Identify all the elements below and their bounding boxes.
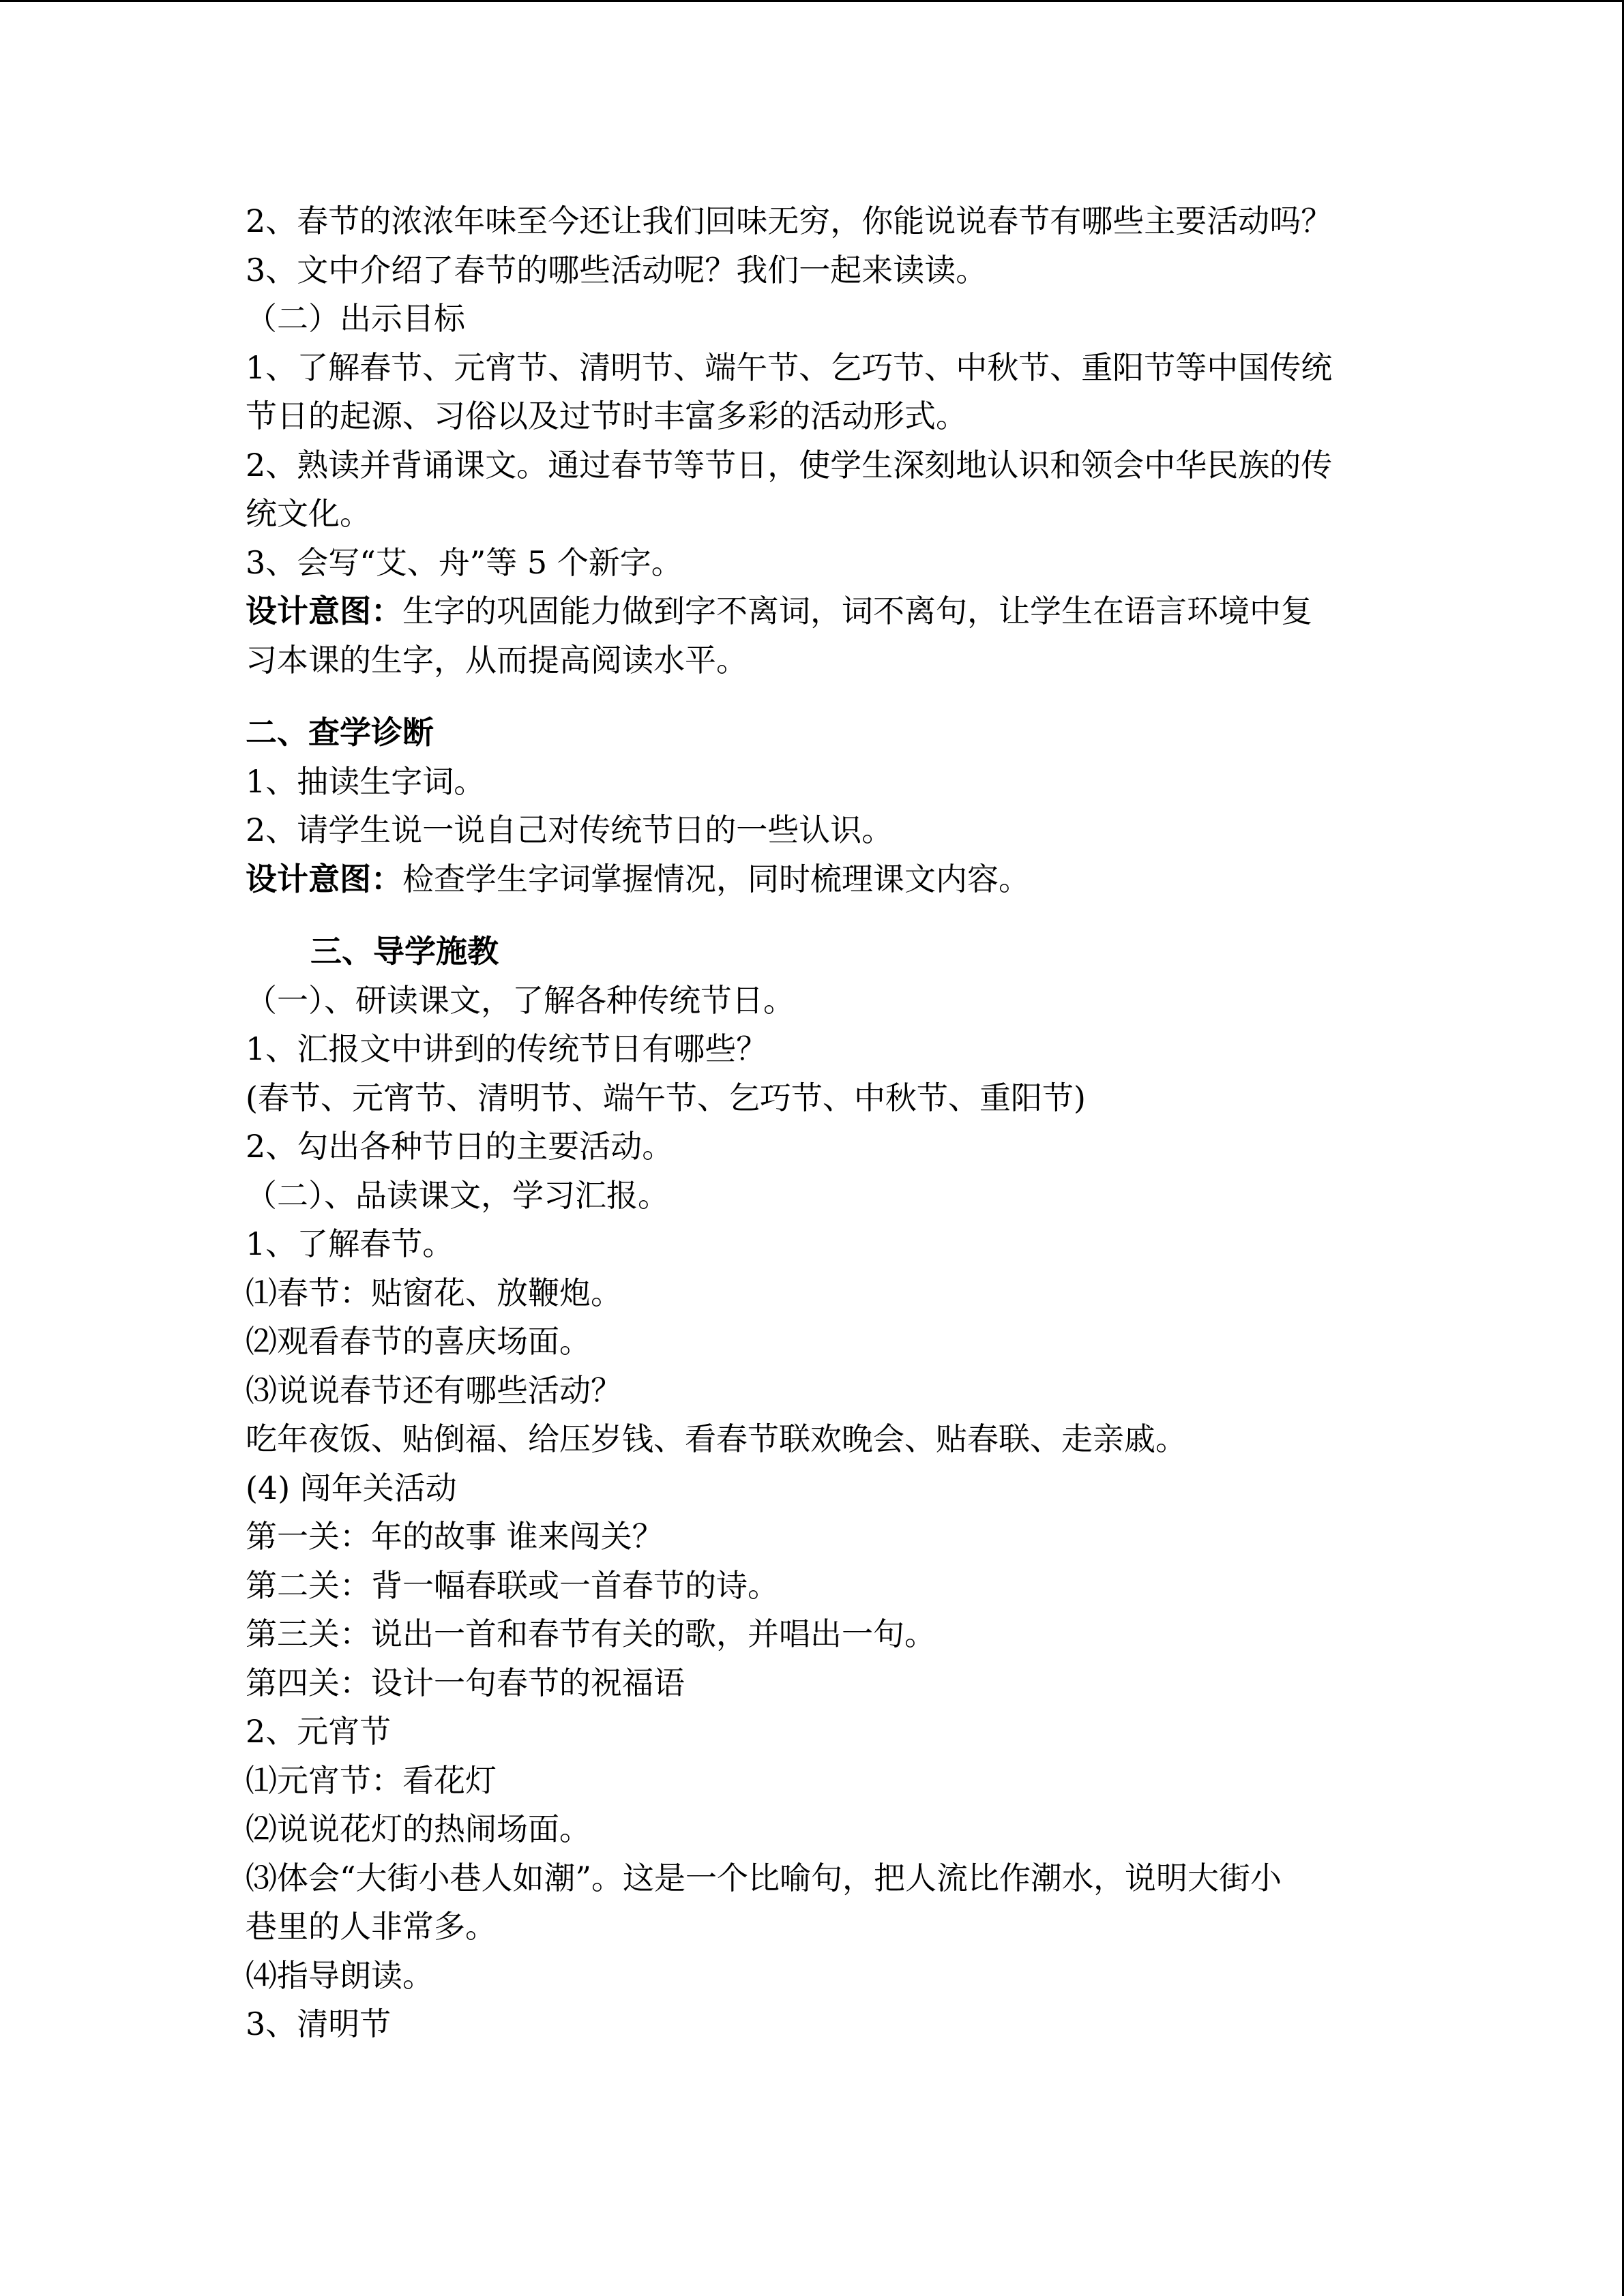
text-line: ⑶说说春节还有哪些活动？ (246, 1371, 622, 1409)
document-body (246, 197, 1391, 2049)
design-intent (246, 855, 1391, 904)
design-intent (246, 587, 1391, 636)
text-line: （二）、品读课文，学习汇报。 (246, 1176, 669, 1214)
text-line: 节日的起源、习俗以及过节时丰富多彩的活动形式。 (246, 398, 967, 434)
text-line: ⑴春节：贴窗花、放鞭炮。 (246, 1274, 622, 1311)
text-line: 2、请学生说一说自己对传统节日的一些认识。 (246, 811, 894, 848)
text-line: (春节、元宵节、清明节、端午节、乞巧节、中秋节、重阳节) (246, 1079, 1086, 1116)
text-line: 1、抽读生字词。 (246, 762, 486, 800)
section-gap (246, 904, 1391, 927)
text-line: 巷里的人非常多。 (246, 1908, 497, 1945)
design-intent-label: 设计意图： (246, 593, 402, 629)
text-line: ⑷指导朗读。 (246, 1956, 434, 1994)
design-intent-label: 设计意图： (246, 860, 402, 897)
text-line: 第一关：年的故事 谁来闯关？ (246, 1518, 664, 1555)
subheading-objectives: （二）出示目标 (246, 300, 465, 337)
text-line: 2、勾出各种节日的主要活动。 (246, 1128, 674, 1165)
design-intent-text: 检查学生字词掌握情况，同时梳理课文内容。 (402, 860, 1030, 897)
text-line: 2、熟读并背诵课文。通过春节等节日，使学生深刻地认识和领会中华民族的传 (246, 446, 1333, 483)
text-line: ⑶体会“大街小巷人如潮”。这是一个比喻句，把人流比作潮水，说明大街小 (246, 1859, 1282, 1896)
text-line: 3、文中介绍了春节的哪些活动呢？我们一起来读读。 (246, 251, 988, 288)
section-heading: 三、导学施教 (310, 933, 499, 970)
text-line: 2、春节的浓浓年味至今还让我们回味无穷，你能说说春节有哪些主要活动吗？ (246, 203, 1333, 239)
text-line: 第二关：背一幅春联或一首春节的诗。 (246, 1566, 779, 1604)
design-intent-text: 生字的巩固能力做到字不离词，词不离句，让学生在语言环境中复 (402, 593, 1312, 629)
text-line: 第四关：设计一句春节的祝福语 (246, 1664, 685, 1701)
text-line: 1、了解春节、元宵节、清明节、端午节、乞巧节、中秋节、重阳节等中国传统 (246, 348, 1333, 386)
text-line: ⑵说说花灯的热闹场面。 (246, 1810, 591, 1847)
design-intent-continued: 习本课的生字，从而提高阅读水平。 (246, 641, 748, 679)
text-line: 3、会写“艾、舟”等 5 个新字。 (246, 543, 683, 581)
text-line: 3、清明节 (246, 2006, 392, 2042)
text-line: 第三关：说出一首和春节有关的歌，并唱出一句。 (246, 1615, 936, 1652)
text-line: 2、元宵节 (246, 1713, 392, 1750)
text-line: （一）、研读课文，了解各种传统节日。 (246, 981, 795, 1019)
text-line: 1、汇报文中讲到的传统节日有哪些？ (246, 1030, 768, 1067)
text-line: 吃年夜饭、贴倒福、给压岁钱、看春节联欢晚会、贴春联、走亲戚。 (246, 1420, 1187, 1457)
text-line: 1、了解春节。 (246, 1225, 454, 1262)
text-line: 统文化。 (246, 495, 371, 532)
text-line: ⑴元宵节：看花灯 (246, 1761, 497, 1799)
section-gap (246, 685, 1391, 709)
text-line: (4) 闯年关活动 (246, 1469, 457, 1506)
section-heading: 二、查学诊断 (246, 714, 434, 751)
text-line: ⑵观看春节的喜庆场面。 (246, 1323, 591, 1360)
